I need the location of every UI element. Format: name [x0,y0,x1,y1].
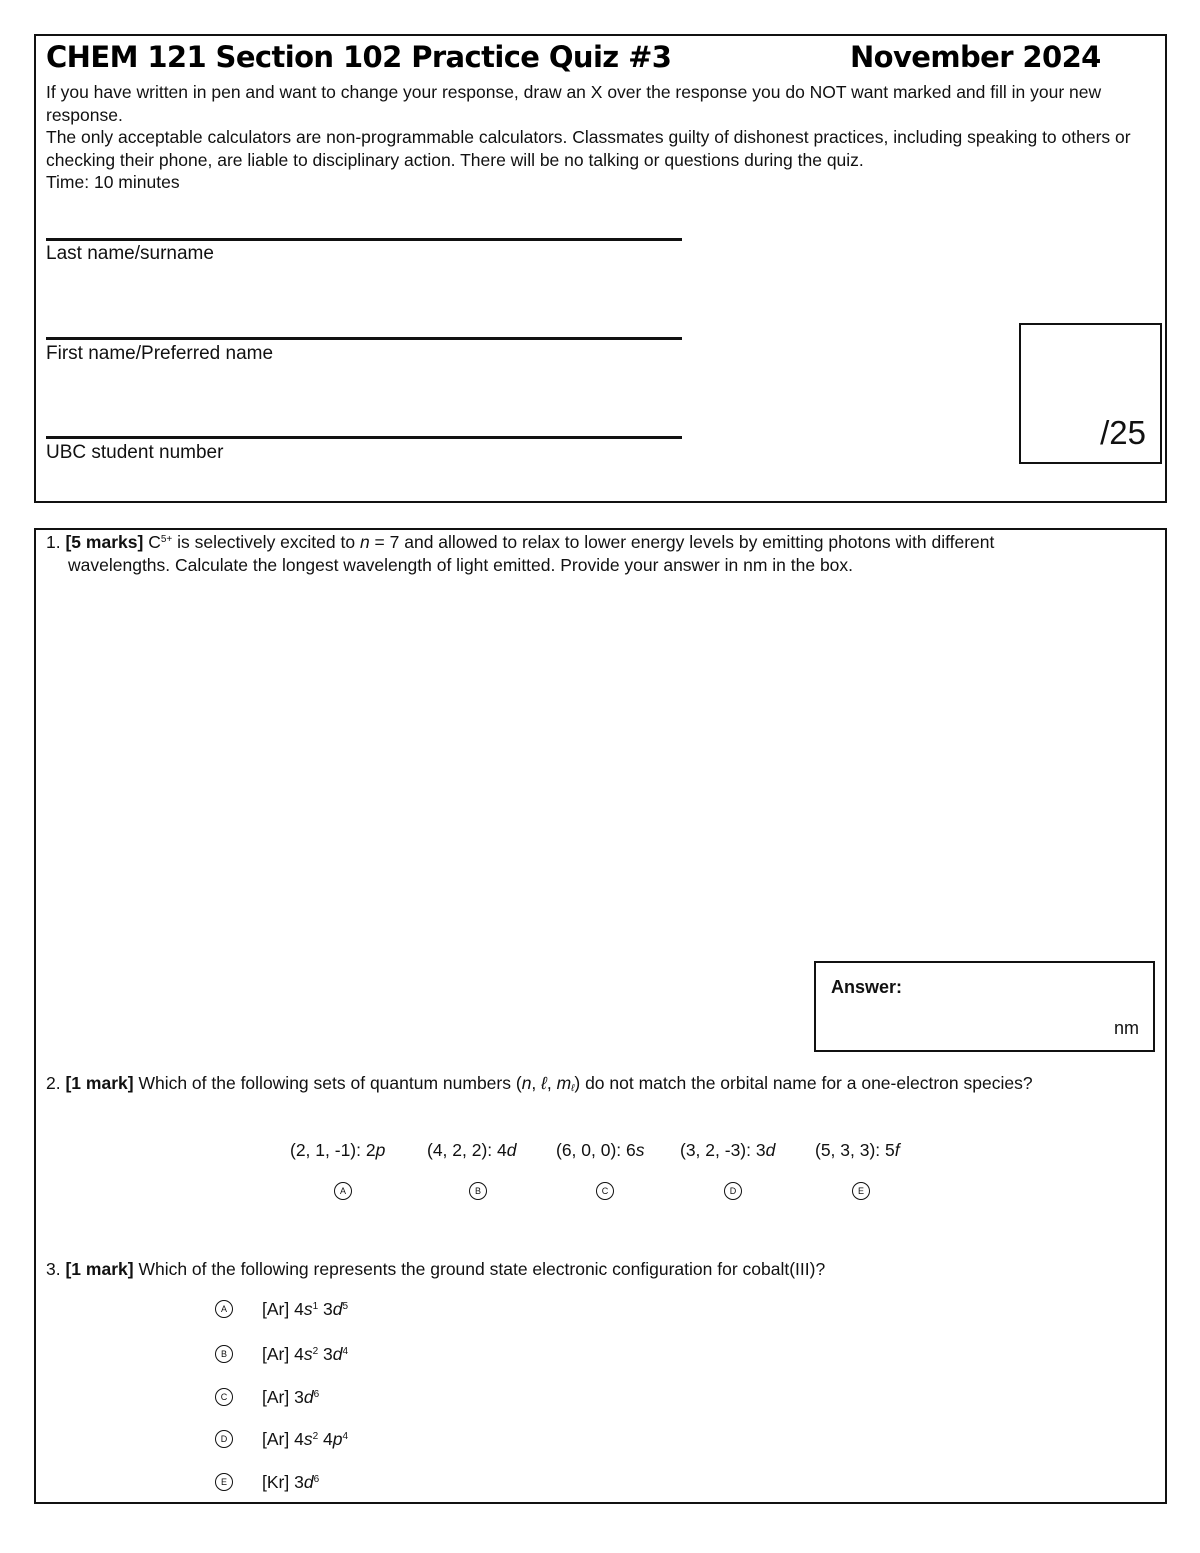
instruction-calculators: The only acceptable calculators are non-programmable calculators. Classmates guilty of dishonest practices, including speaking to others or checking their phone, are liable to disciplinary action. There will be no talking or questions during the quiz. [46,127,1131,170]
q1-number: 1. [46,532,61,552]
question-2 [46,1072,1161,1095]
q3-d-e1: 2 [312,1431,319,1442]
q3-b-o2: d [332,1344,343,1364]
q3-b-core: [Ar] [262,1344,295,1364]
q2-qn-n: n [521,1073,532,1093]
first-name-line[interactable] [46,337,682,340]
question-3 [46,1258,1146,1281]
q2-qn-m-sub: ℓ [571,1083,575,1094]
answer-unit: nm [1113,1018,1139,1038]
q2-qn-m: m [556,1073,572,1093]
q3-e-e1: 6 [313,1474,320,1485]
q3-bubble-c[interactable]: C [215,1388,233,1406]
q2-option-c [556,1140,645,1161]
q2-bubble-a[interactable]: A [334,1182,352,1200]
q2-text-a: Which of the following sets of quantum numbers ( [133,1073,522,1093]
q2-option-b [427,1140,517,1161]
q3-choice-d [262,1429,348,1450]
q2-qn-l: ℓ [541,1073,547,1093]
q1-marks: [5 marks] [65,532,144,552]
score-box [1019,323,1162,464]
student-number-line[interactable] [46,436,682,439]
q3-a-p2: 3 [318,1299,333,1319]
last-name-line[interactable] [46,238,682,241]
q2-option-b-orbital: d [506,1140,517,1160]
q3-number: 3. [46,1259,61,1279]
first-name-label: First name/Preferred name [46,343,274,364]
q3-a-core: [Ar] [262,1299,295,1319]
q2-bubble-c[interactable]: C [596,1182,614,1200]
q3-b-p2: 3 [318,1344,333,1364]
student-number-label: UBC student number [46,442,224,463]
instruction-time: Time: 10 minutes [46,172,180,192]
q2-option-d-set: (3, 2, -3): 3 [680,1140,766,1160]
q3-b-o1: s [303,1344,313,1364]
q2-option-c-set: (6, 0, 0): 6 [556,1140,636,1160]
quiz-date: November 2024 [850,40,1101,74]
q2-bubble-d[interactable]: D [724,1182,742,1200]
q2-option-d [680,1140,775,1161]
q3-a-e2: 5 [342,1301,349,1312]
q3-b-p1: 4 [294,1344,304,1364]
q1-text-b: = 7 and allowed to relax to lower energy levels by emitting photons with different [369,532,995,552]
q1-species: C [148,532,161,552]
quiz-title: CHEM 121 Section 102 Practice Quiz #3 [46,40,672,74]
q3-a-o1: s [303,1299,313,1319]
q3-e-o1: d [303,1472,314,1492]
q2-marks: [1 mark] [65,1073,134,1093]
q3-c-core: [Ar] [262,1387,295,1407]
q3-choice-c [262,1387,319,1408]
answer-box[interactable] [814,961,1155,1052]
q3-d-e2: 4 [342,1431,349,1442]
q3-choice-a [262,1299,348,1320]
q1-text-a: is selectively excited to [172,532,360,552]
q3-c-o1: d [303,1387,314,1407]
q2-option-b-set: (4, 2, 2): 4 [427,1140,507,1160]
q3-c-e1: 6 [313,1389,320,1400]
q2-option-e-set: (5, 3, 3): 5 [815,1140,895,1160]
q3-b-e2: 4 [342,1346,349,1357]
q3-b-e1: 2 [312,1346,319,1357]
q1-species-charge: 5+ [160,534,173,545]
q3-bubble-d[interactable]: D [215,1430,233,1448]
q3-bubble-a[interactable]: A [215,1300,233,1318]
q3-d-o1: s [303,1429,313,1449]
q2-text-b: ) do not match the orbital name for a one-electron species? [574,1073,1033,1093]
question-1 [46,531,1146,576]
q2-option-a [290,1140,385,1161]
instruction-pen: If you have written in pen and want to change your response, draw an X over the response you do NOT want marked and fill in your new response. [46,82,1102,125]
q2-sep: , [531,1073,542,1093]
q3-choice-b [262,1344,348,1365]
q3-text: Which of the following represents the ground state electronic configuration for cobalt(III)? [133,1259,826,1279]
q3-bubble-e[interactable]: E [215,1473,233,1491]
q2-number: 2. [46,1073,61,1093]
score-total: /25 [1100,414,1146,451]
q3-choice-e [262,1472,319,1493]
q1-n-symbol: n [359,532,370,552]
q2-bubble-b[interactable]: B [469,1182,487,1200]
answer-label: Answer: [831,977,903,997]
q3-bubble-b[interactable]: B [215,1345,233,1363]
q3-a-p1: 4 [294,1299,304,1319]
q3-marks: [1 mark] [65,1259,134,1279]
q2-bubble-e[interactable]: E [852,1182,870,1200]
q3-a-o2: d [332,1299,343,1319]
q2-option-a-orbital: p [375,1140,386,1160]
q2-option-e-orbital: f [894,1140,900,1160]
q2-option-d-orbital: d [765,1140,776,1160]
q3-e-core: [Kr] [262,1472,295,1492]
q3-a-e1: 1 [312,1301,319,1312]
q3-d-p1: 4 [294,1429,304,1449]
last-name-label: Last name/surname [46,243,214,264]
q2-option-a-set: (2, 1, -1): 2 [290,1140,376,1160]
q3-e-p1: 3 [294,1472,304,1492]
q2-sep: , [546,1073,557,1093]
q2-option-e [815,1140,900,1161]
q3-d-o2: p [332,1429,343,1449]
q3-c-p1: 3 [294,1387,304,1407]
q1-text-c: wavelengths. Calculate the longest wavelength of light emitted. Provide your answer in nm in the box. [68,554,854,575]
q3-d-p2: 4 [318,1429,333,1449]
q3-d-core: [Ar] [262,1429,295,1449]
q2-option-c-orbital: s [635,1140,645,1160]
